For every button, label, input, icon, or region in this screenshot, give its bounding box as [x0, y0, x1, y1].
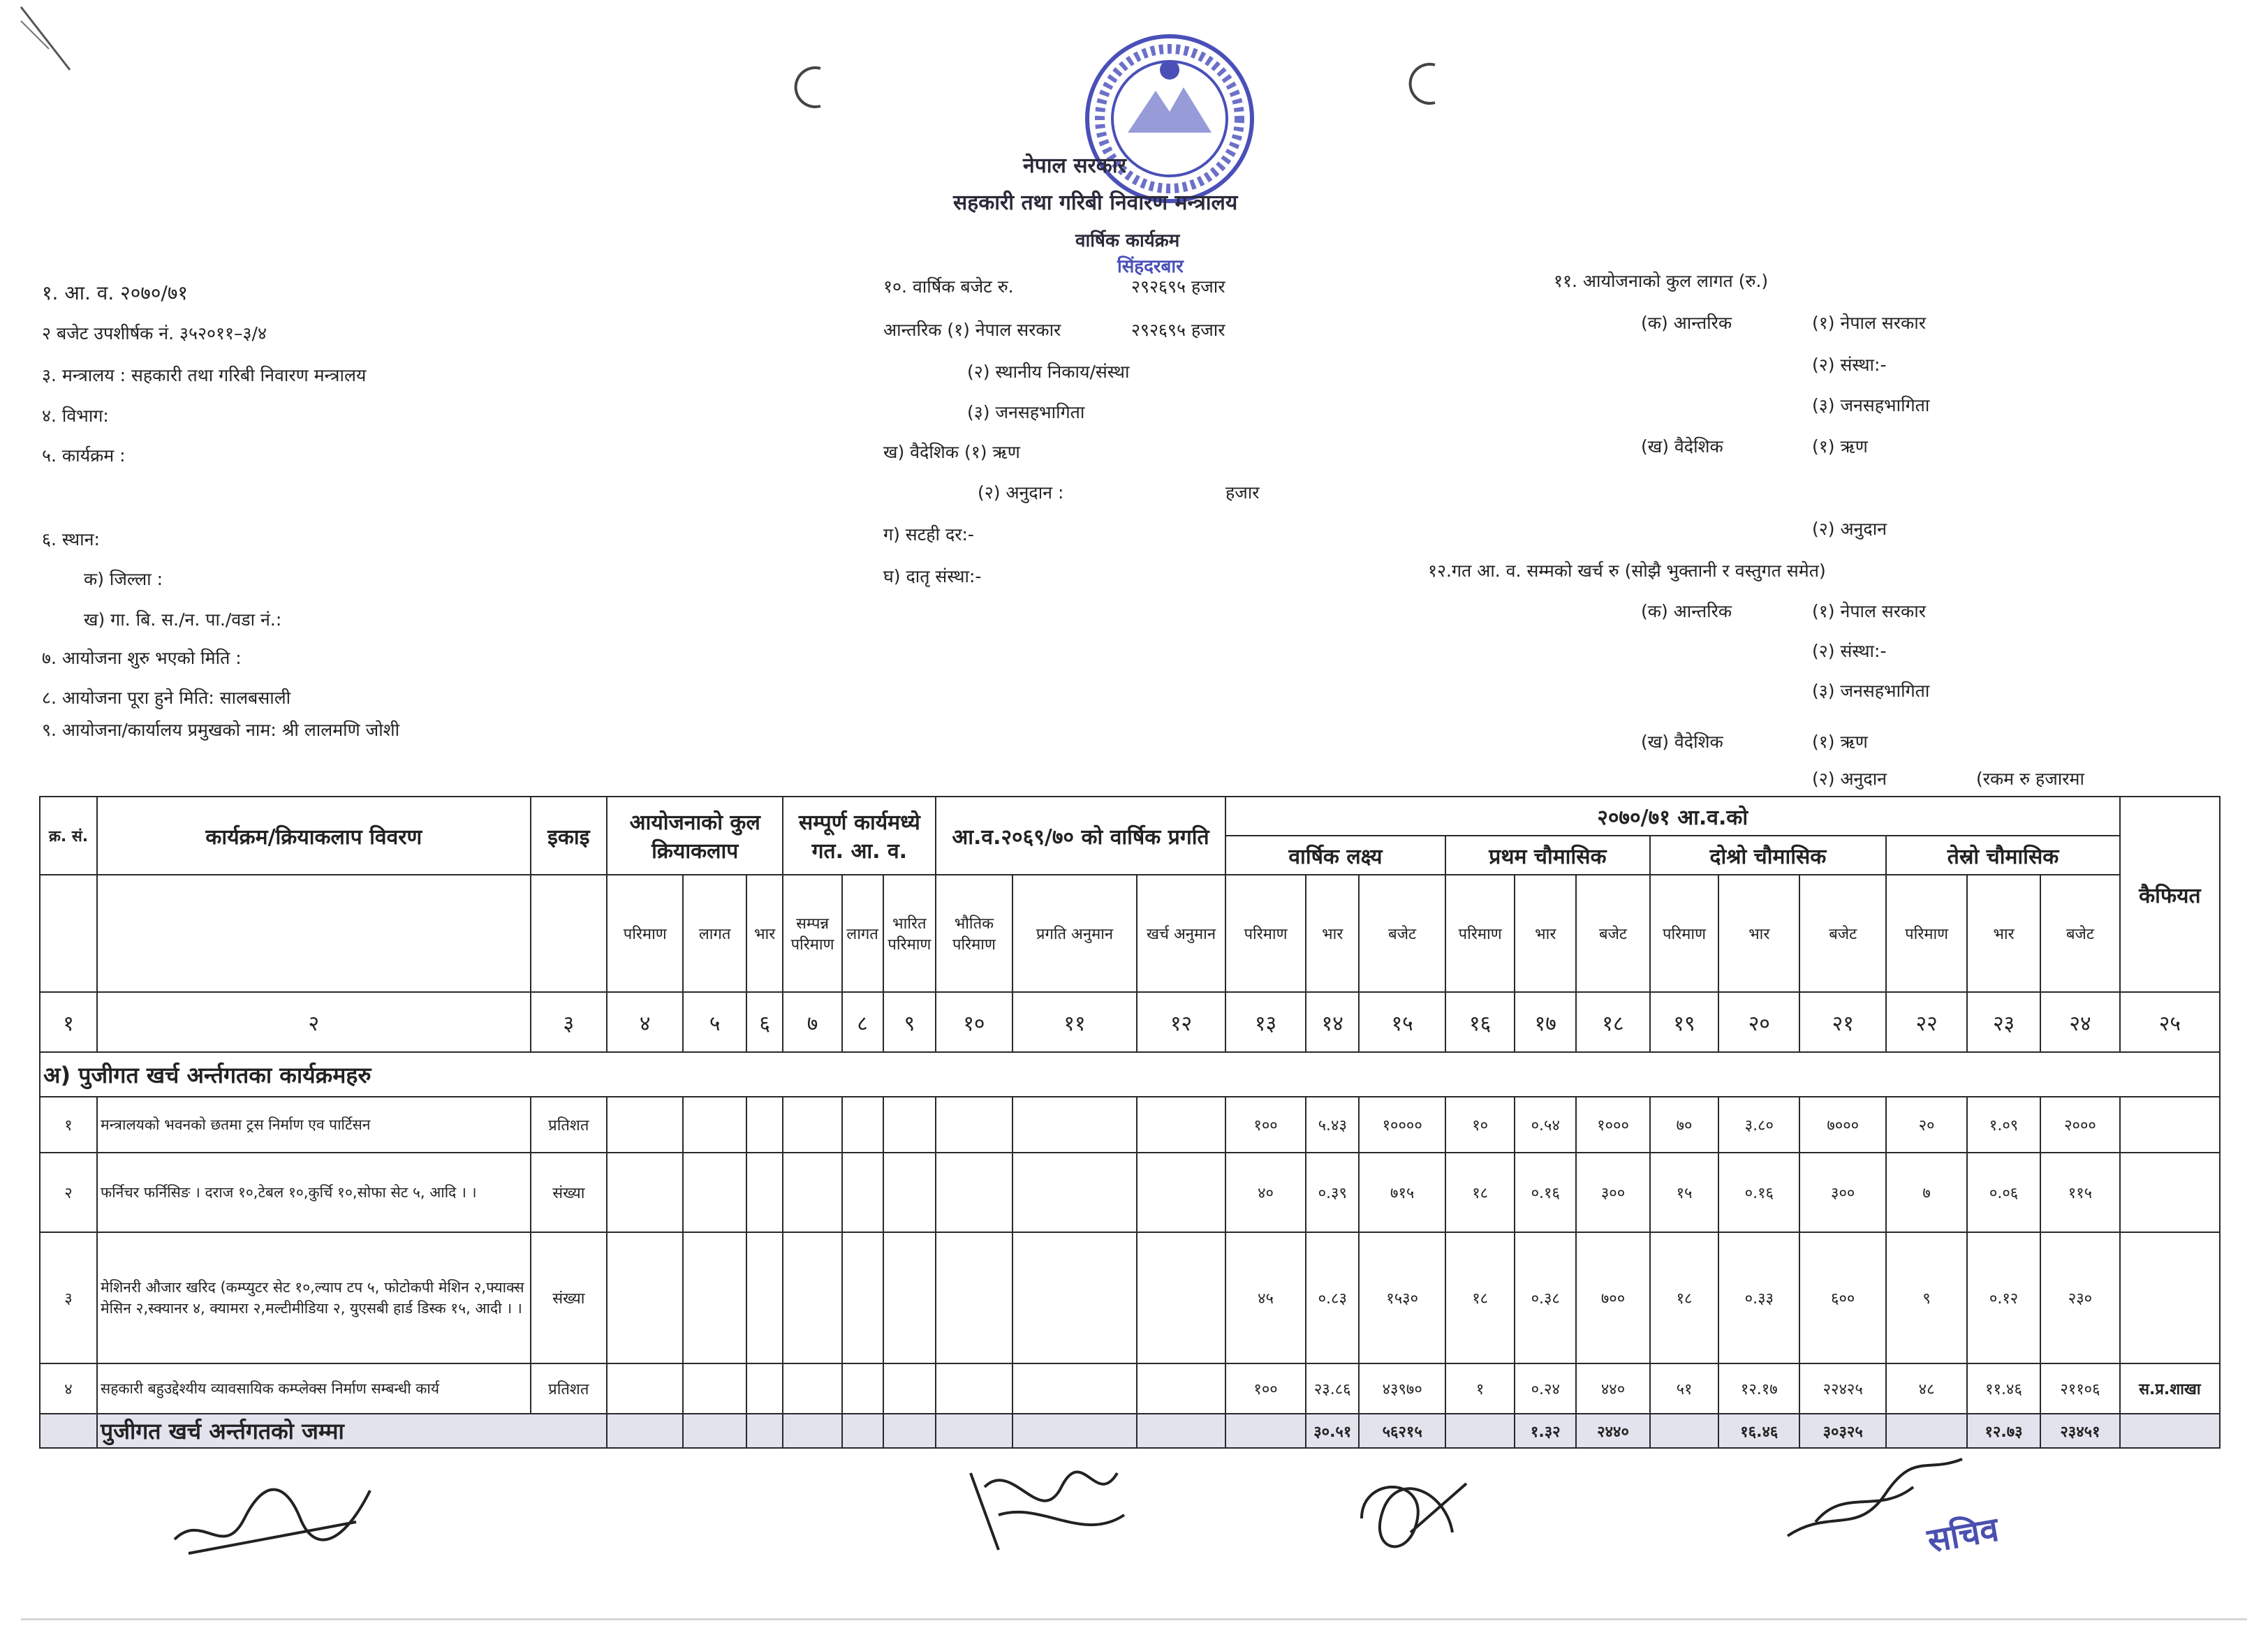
sub-header-budget: बजेट: [2040, 875, 2120, 992]
sub-header-weight: भार: [1967, 875, 2040, 992]
row-sn: ३: [40, 1232, 97, 1363]
empty-cell: [1225, 1414, 1306, 1448]
column-number: ३: [531, 992, 607, 1052]
fiscal-year: १. आ. व. २०७०/७१: [42, 281, 188, 304]
vdc-ward-field: ख) गा. बि. स./न. पा./वडा नं.:: [84, 609, 282, 630]
exchange-rate-label: ग) सटही दर:-: [883, 524, 974, 545]
empty-cell: [842, 1153, 883, 1232]
sub-header-weight: भार: [1306, 875, 1359, 992]
header-third-quarter: तेस्रो चौमासिक: [1886, 836, 2119, 875]
total-target-weight: ३०.५१: [1306, 1414, 1359, 1448]
table-row: [40, 1153, 2220, 1232]
q3-qty: ४८: [1886, 1363, 1967, 1414]
spent-internal: (क) आन्तरिक: [1641, 601, 1732, 621]
sub-header-expense-est: खर्च अनुमान: [1137, 875, 1225, 992]
secretary-stamp: सचिव: [1924, 1509, 2002, 1561]
empty-cell: [1012, 1414, 1137, 1448]
row-remarks: [2120, 1097, 2220, 1153]
target-budget: ४३९७०: [1359, 1363, 1445, 1414]
row-unit: प्रतिशत: [531, 1097, 607, 1153]
row-description: मन्त्रालयको भवनको छतमा ट्रस निर्माण एव पार्टिसन: [97, 1097, 531, 1153]
internal-gov-label: आन्तरिक (१) नेपाल सरकार: [883, 320, 1061, 340]
column-number: १०: [936, 992, 1012, 1052]
target-weight: ०.८३: [1306, 1232, 1359, 1363]
internal-gov-value: २९२६९५ हजार: [1131, 320, 1225, 340]
annual-budget-label: १०. वार्षिक बजेट रु.: [883, 276, 1014, 297]
table-row: [40, 1097, 2220, 1153]
district-field: क) जिल्ला :: [84, 569, 163, 589]
target-budget: १००००: [1359, 1097, 1445, 1153]
q3-weight: ०.१२: [1967, 1232, 2040, 1363]
row-remarks: स.प्र.शाखा: [2120, 1363, 2220, 1414]
target-qty: ४५: [1225, 1232, 1306, 1363]
row-description: सहकारी बहुउद्देश्यीय व्यावसायिक कम्प्लेक्स निर्माण सम्बन्धी कार्य: [97, 1363, 531, 1414]
signature-2: [957, 1445, 1138, 1571]
document-title: वार्षिक कार्यक्रम: [1075, 230, 1180, 251]
q2-weight: ३.८०: [1718, 1097, 1799, 1153]
annual-budget-value: २९२६९५ हजार: [1131, 276, 1225, 297]
total-q2-weight: १६.४६: [1718, 1414, 1799, 1448]
empty-cell: [1137, 1153, 1225, 1232]
spent-people: (३) जनसहभागिता: [1812, 681, 1930, 701]
empty-cell: [842, 1097, 883, 1153]
target-budget: ७१५: [1359, 1153, 1445, 1232]
annual-program-table: [39, 796, 2221, 1449]
header-second-quarter: दोश्रो चौमासिक: [1650, 836, 1887, 875]
q1-budget: ७००: [1576, 1232, 1649, 1363]
total-q3-budget: २३४५१: [2040, 1414, 2120, 1448]
empty-cell: [607, 1414, 683, 1448]
q3-qty: ९: [1886, 1232, 1967, 1363]
empty-cell: [607, 1232, 683, 1363]
empty-cell: [746, 1097, 783, 1153]
column-number: २: [97, 992, 531, 1052]
empty-cell: [607, 1363, 683, 1414]
column-number: १३: [1225, 992, 1306, 1052]
column-number: ४: [607, 992, 683, 1052]
empty-cell: [683, 1414, 746, 1448]
empty-cell: [783, 1414, 841, 1448]
empty-cell: [2120, 1414, 2220, 1448]
cost-org: (२) संस्था:-: [1812, 355, 1887, 375]
row-sn: २: [40, 1153, 97, 1232]
column-number: ६: [746, 992, 783, 1052]
row-description: फर्निचर फर्निसिङ । दराज १०,टेबल १०,कुर्चि १०,सोफा सेट ५, आदि । ।: [97, 1153, 531, 1232]
sub-header-weight: भार: [746, 875, 783, 992]
amount-unit-note: (रकम रु हजारमा: [1976, 769, 2084, 789]
q2-weight: १२.१७: [1718, 1363, 1799, 1414]
section-row: [40, 1052, 2220, 1097]
empty-cell: [1886, 1414, 1967, 1448]
q1-weight: ०.५४: [1515, 1097, 1576, 1153]
grant-label: (२) अनुदान :: [978, 482, 1064, 503]
start-date-field: ७. आयोजना शुरु भएको मिति :: [42, 648, 242, 668]
spent-foreign: (ख) वैदेशिक: [1641, 732, 1723, 752]
column-number: ७: [783, 992, 841, 1052]
q3-budget: ११५: [2040, 1153, 2120, 1232]
scan-edge-line: [21, 1618, 2247, 1620]
empty-cell: [936, 1153, 1012, 1232]
signature-3: [1341, 1463, 1480, 1560]
header-progress: आ.व.२०६९/७० को वार्षिक प्रगति: [936, 797, 1225, 875]
row-unit: प्रतिशत: [531, 1363, 607, 1414]
government-seal-icon: [1079, 28, 1260, 209]
empty-cell: [683, 1232, 746, 1363]
local-body-label: (२) स्थानीय निकाय/संस्था: [967, 362, 1130, 382]
empty-cell: [783, 1097, 841, 1153]
empty-cell: [842, 1232, 883, 1363]
empty-cell: [783, 1153, 841, 1232]
header-unit: इकाइ: [531, 797, 607, 875]
grant-unit: हजार: [1225, 482, 1260, 503]
q1-qty: १०: [1445, 1097, 1515, 1153]
row-unit: संख्या: [531, 1153, 607, 1232]
q3-budget: २११०६: [2040, 1363, 2120, 1414]
column-number-row: [40, 992, 2220, 1052]
sub-header-budget: बजेट: [1576, 875, 1649, 992]
empty-cell: [1137, 1363, 1225, 1414]
ministry-name: सहकारी तथा गरिबी निवारण मन्त्रालय: [953, 191, 1238, 215]
q2-budget: २२४२५: [1799, 1363, 1886, 1414]
header-first-quarter: प्रथम चौमासिक: [1445, 836, 1649, 875]
sub-header-qty: परिमाण: [607, 875, 683, 992]
empty-cell: [936, 1232, 1012, 1363]
empty-cell: [1012, 1097, 1137, 1153]
column-number: ८: [842, 992, 883, 1052]
empty-cell: [607, 1153, 683, 1232]
target-qty: ४०: [1225, 1153, 1306, 1232]
q1-budget: ४४०: [1576, 1363, 1649, 1414]
program-field: ५. कार्यक्रम :: [42, 445, 126, 466]
column-number: २३: [1967, 992, 2040, 1052]
column-number: १५: [1359, 992, 1445, 1052]
q1-budget: ३००: [1576, 1153, 1649, 1232]
spent-org: (२) संस्था:-: [1812, 641, 1887, 661]
sub-header-done-qty: सम्पन्न परिमाण: [783, 875, 841, 992]
sub-header-empty: [40, 875, 97, 992]
q1-weight: ०.१६: [1515, 1153, 1576, 1232]
column-number: १८: [1576, 992, 1649, 1052]
empty-cell: [607, 1097, 683, 1153]
spent-loan: (१) ऋण: [1812, 732, 1868, 752]
total-row: [40, 1414, 2220, 1448]
q3-weight: ०.०६: [1967, 1153, 2040, 1232]
column-number: २४: [2040, 992, 2120, 1052]
empty-cell: [1137, 1414, 1225, 1448]
foreign-loan-label: ख) वैदेशिक (१) ऋण: [883, 442, 1020, 462]
total-target-budget: ५६२१५: [1359, 1414, 1445, 1448]
q2-weight: ०.३३: [1718, 1232, 1799, 1363]
sub-header-budget: बजेट: [1359, 875, 1445, 992]
column-number: १७: [1515, 992, 1576, 1052]
cost-grant: (२) अनुदान: [1812, 519, 1887, 539]
signature-1: [161, 1456, 398, 1567]
column-number: १४: [1306, 992, 1359, 1052]
sub-header-cost: लागत: [842, 875, 883, 992]
q3-qty: २०: [1886, 1097, 1967, 1153]
row-remarks: [2120, 1232, 2220, 1363]
cost-people: (३) जनसहभागिता: [1812, 395, 1930, 415]
empty-cell: [883, 1363, 936, 1414]
header-total-activity: आयोजनाको कुल क्रियाकलाप: [607, 797, 783, 875]
empty-cell: [783, 1232, 841, 1363]
sub-header-weight: भार: [1515, 875, 1576, 992]
target-weight: ५.४३: [1306, 1097, 1359, 1153]
q2-weight: ०.१६: [1718, 1153, 1799, 1232]
empty-cell: [936, 1414, 1012, 1448]
row-sn: १: [40, 1097, 97, 1153]
empty-cell: [883, 1097, 936, 1153]
sub-header-weighted-qty: भारित परिमाण: [883, 875, 936, 992]
empty-cell: [1137, 1097, 1225, 1153]
sub-header-qty: परिमाण: [1225, 875, 1306, 992]
total-q1-budget: २४४०: [1576, 1414, 1649, 1448]
spent-label: १२.गत आ. व. सम्मको खर्च रु (सोझै भुक्तानी र वस्तुगत समेत): [1428, 561, 1826, 581]
empty-cell: [746, 1363, 783, 1414]
empty-cell: [1445, 1414, 1515, 1448]
q2-qty: ५१: [1650, 1363, 1719, 1414]
target-weight: २३.८६: [1306, 1363, 1359, 1414]
chief-name-field: ९. आयोजना/कार्यालय प्रमुखको नाम: श्री लालमणि जोशी: [42, 720, 400, 740]
header-annual-target: वार्षिक लक्ष्य: [1225, 836, 1446, 875]
sub-header-weight: भार: [1718, 875, 1799, 992]
empty-cell: [683, 1363, 746, 1414]
sub-header-empty: [97, 875, 531, 992]
q2-qty: ७०: [1650, 1097, 1719, 1153]
table-row: [40, 1232, 2220, 1363]
q1-weight: ०.३८: [1515, 1232, 1576, 1363]
completion-date-field: ८. आयोजना पूरा हुने मिति: सालबसाली: [42, 688, 291, 708]
header-prev-year: सम्पूर्ण कार्यमध्ये गत. आ. व.: [783, 797, 936, 875]
target-qty: १००: [1225, 1097, 1306, 1153]
spent-gov: (१) नेपाल सरकार: [1812, 601, 1926, 621]
q2-qty: १५: [1650, 1153, 1719, 1232]
cost-foreign: (ख) वैदेशिक: [1641, 436, 1723, 457]
ministry-field: ३. मन्त्रालय : सहकारी तथा गरिबी निवारण मन्त्रालय: [42, 365, 367, 385]
empty-cell: [883, 1232, 936, 1363]
q2-budget: ३००: [1799, 1153, 1886, 1232]
sub-header-qty: परिमाण: [1886, 875, 1967, 992]
q3-qty: ७: [1886, 1153, 1967, 1232]
department-field: ४. विभाग:: [42, 406, 109, 426]
empty-cell: [1137, 1232, 1225, 1363]
org-title: नेपाल सरकार: [1023, 154, 1126, 178]
cost-loan: (१) ऋण: [1812, 436, 1868, 457]
empty-cell: [1650, 1414, 1719, 1448]
row-unit: संख्या: [531, 1232, 607, 1363]
empty-cell: [936, 1363, 1012, 1414]
empty-cell: [883, 1414, 936, 1448]
empty-cell: [783, 1363, 841, 1414]
total-label: पुजीगत खर्च अर्न्तगतको जम्मा: [97, 1414, 607, 1448]
target-budget: १५३०: [1359, 1232, 1445, 1363]
target-weight: ०.३९: [1306, 1153, 1359, 1232]
column-number: १२: [1137, 992, 1225, 1052]
row-description: मेशिनरी औजार खरिद (कम्प्युटर सेट १०,ल्याप टप ५, फोटोकपी मेशिन २,फ्याक्स मेसिन २,स्क्यानर ४, क्यामरा २,मल्टीमीडिया २, युएसबी हार्ड डिस्क १५, आदी । ।: [97, 1232, 531, 1363]
table-row: [40, 1363, 2220, 1414]
total-cost-label: ११. आयोजनाको कुल लागत (रु.): [1554, 271, 1769, 291]
sub-header-progress-est: प्रगति अनुमान: [1012, 875, 1137, 992]
sub-header-qty: परिमाण: [1650, 875, 1719, 992]
sub-header-empty: [531, 875, 607, 992]
q3-weight: ११.४६: [1967, 1363, 2040, 1414]
seal-caption: सिंहदरबार: [1117, 256, 1184, 277]
header-sn: क्र. सं.: [40, 797, 97, 875]
scan-corner-mark: [7, 0, 91, 84]
total-q1-weight: १.३२: [1515, 1414, 1576, 1448]
empty-cell: [1012, 1363, 1137, 1414]
empty-cell: [746, 1153, 783, 1232]
column-number: १६: [1445, 992, 1515, 1052]
q1-qty: १: [1445, 1363, 1515, 1414]
total-q3-weight: १२.७३: [1967, 1414, 2040, 1448]
sub-header-budget: बजेट: [1799, 875, 1886, 992]
row-remarks: [2120, 1153, 2220, 1232]
sub-header-cost: लागत: [683, 875, 746, 992]
empty-cell: [683, 1097, 746, 1153]
empty-cell: [1012, 1153, 1137, 1232]
punch-hole-icon: [1404, 59, 1445, 108]
total-q2-budget: ३०३२५: [1799, 1414, 1886, 1448]
empty-cell: [40, 1414, 97, 1448]
q1-qty: १८: [1445, 1153, 1515, 1232]
header-remarks: कैफियत: [2120, 797, 2220, 992]
cost-internal: (क) आन्तरिक: [1641, 313, 1732, 333]
column-number: २०: [1718, 992, 1799, 1052]
empty-cell: [936, 1097, 1012, 1153]
q2-budget: ७०००: [1799, 1097, 1886, 1153]
q1-qty: १८: [1445, 1232, 1515, 1363]
q2-qty: १८: [1650, 1232, 1719, 1363]
header-description: कार्यक्रम/क्रियाकलाप विवरण: [97, 797, 531, 875]
q2-budget: ६००: [1799, 1232, 1886, 1363]
participation-label: (३) जनसहभागिता: [967, 402, 1085, 422]
column-number: ९: [883, 992, 936, 1052]
q3-weight: १.०९: [1967, 1097, 2040, 1153]
empty-cell: [683, 1153, 746, 1232]
row-sn: ४: [40, 1363, 97, 1414]
column-number: १९: [1650, 992, 1719, 1052]
empty-cell: [746, 1232, 783, 1363]
section-title: अ) पुजीगत खर्च अर्न्तगतका कार्यक्रमहरु: [40, 1052, 2220, 1097]
q1-weight: ०.२४: [1515, 1363, 1576, 1414]
budget-subhead: २ बजेट उपशीर्षक नं. ३५२०११–३/४: [42, 323, 267, 343]
empty-cell: [842, 1363, 883, 1414]
column-number: २१: [1799, 992, 1886, 1052]
empty-cell: [746, 1414, 783, 1448]
empty-cell: [1012, 1232, 1137, 1363]
punch-hole-icon: [789, 63, 831, 112]
column-number: २२: [1886, 992, 1967, 1052]
cost-gov: (१) नेपाल सरकार: [1812, 313, 1926, 333]
column-number: ११: [1012, 992, 1137, 1052]
header-current-year: २०७०/७१ आ.व.को: [1225, 797, 2120, 836]
empty-cell: [842, 1414, 883, 1448]
q3-budget: २३०: [2040, 1232, 2120, 1363]
q1-budget: १०००: [1576, 1097, 1649, 1153]
donor-label: घ) दातृ संस्था:-: [883, 566, 982, 586]
column-number: १: [40, 992, 97, 1052]
location-field: ६. स्थान:: [42, 529, 100, 549]
spent-grant: (२) अनुदान: [1812, 769, 1887, 789]
sub-header-qty: परिमाण: [1445, 875, 1515, 992]
column-number: ५: [683, 992, 746, 1052]
target-qty: १००: [1225, 1363, 1306, 1414]
sub-header-physical-qty: भौतिक परिमाण: [936, 875, 1012, 992]
empty-cell: [883, 1153, 936, 1232]
q3-budget: २०००: [2040, 1097, 2120, 1153]
column-number: २५: [2120, 992, 2220, 1052]
